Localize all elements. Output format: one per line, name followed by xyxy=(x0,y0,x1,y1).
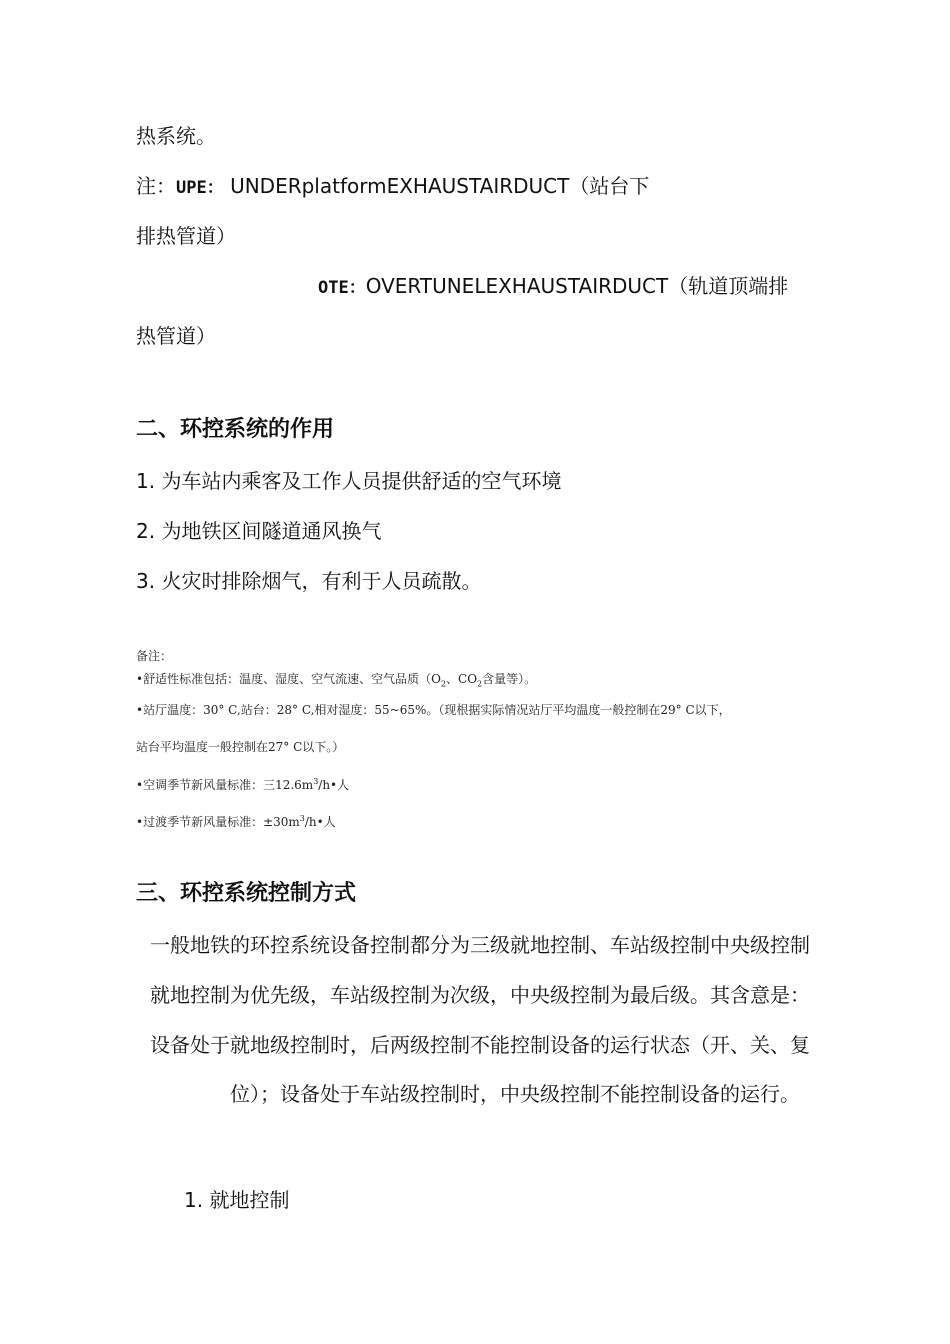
list-item: 1. 为车站内乘客及工作人员提供舒适的空气环境 xyxy=(136,469,562,493)
list-item: 3. 火灾时排除烟气，有利于人员疏散。 xyxy=(136,569,482,593)
remark-ac-suffix: /h•人 xyxy=(318,778,350,792)
remarks-title: 备注： xyxy=(136,649,173,663)
remark-temperature: •站厅温度：30° C,站台：28° C,相对湿度：55~65%。（现根据实际情况站厅平均温度一般控制在29° C以下， xyxy=(136,703,731,717)
subscript: 2 xyxy=(440,679,447,689)
remark-comfort-prefix: •舒适性标准包括：温度、湿度、空气流速、空气品质（O xyxy=(136,672,441,686)
remark-temperature-cont: 站台平均温度一般控制在27° C以下。） xyxy=(136,740,345,754)
note-prefix: 注： xyxy=(136,174,176,198)
paragraph-line: 设备处于就地级控制时，后两级控制不能控制设备的运行状态（开、关、复 xyxy=(150,1033,810,1057)
remark-ac-fresh-air xyxy=(136,778,349,791)
ote-continuation: 热管道） xyxy=(136,324,216,348)
note-ote-line xyxy=(318,276,788,297)
remark-comfort-suffix: 含量等）。 xyxy=(482,672,537,686)
remark-trans-suffix: /h•人 xyxy=(304,815,336,829)
ote-code: OTE： xyxy=(318,278,366,298)
remark-comfort xyxy=(136,673,536,688)
ote-text: OVERTUNELEXHAUSTAIRDUCT（轨道顶端排 xyxy=(365,274,789,298)
remark-trans-prefix: •过渡季节新风量标准：±30m xyxy=(136,815,300,829)
note-upe-line xyxy=(136,176,649,197)
upe-text: UNDERplatformEXHAUSTAIRDUCT（站台下 xyxy=(223,174,650,198)
remark-transition-fresh-air xyxy=(136,815,336,828)
superscript: 3 xyxy=(299,814,305,823)
upe-continuation: 排热管道） xyxy=(136,224,236,248)
paragraph-line: 位）；设备处于车站级控制时，中央级控制不能控制设备的运行。 xyxy=(230,1082,800,1106)
remark-comfort-mid: 、CO xyxy=(446,672,478,686)
list-item: 2. 为地铁区间隧道通风换气 xyxy=(136,519,382,543)
remark-ac-prefix: •空调季节新风量标准：三12.6m xyxy=(136,778,314,792)
paragraph-line: 就地控制为优先级，车站级控制为次级，中央级控制为最后级。其含意是： xyxy=(150,983,810,1007)
sub-item-local-control: 1. 就地控制 xyxy=(184,1188,290,1212)
subscript: 2 xyxy=(477,679,483,689)
section-heading-functions: 二、环控系统的作用 xyxy=(136,417,335,442)
paragraph-line: 一般地铁的环控系统设备控制都分为三级就地控制、车站级控制中央级控制 xyxy=(150,933,810,957)
text-line-heat-system: 热系统。 xyxy=(136,124,216,148)
upe-code: UPE： xyxy=(176,178,224,198)
section-heading-control-modes: 三、环控系统控制方式 xyxy=(136,881,357,906)
superscript: 3 xyxy=(313,777,319,786)
